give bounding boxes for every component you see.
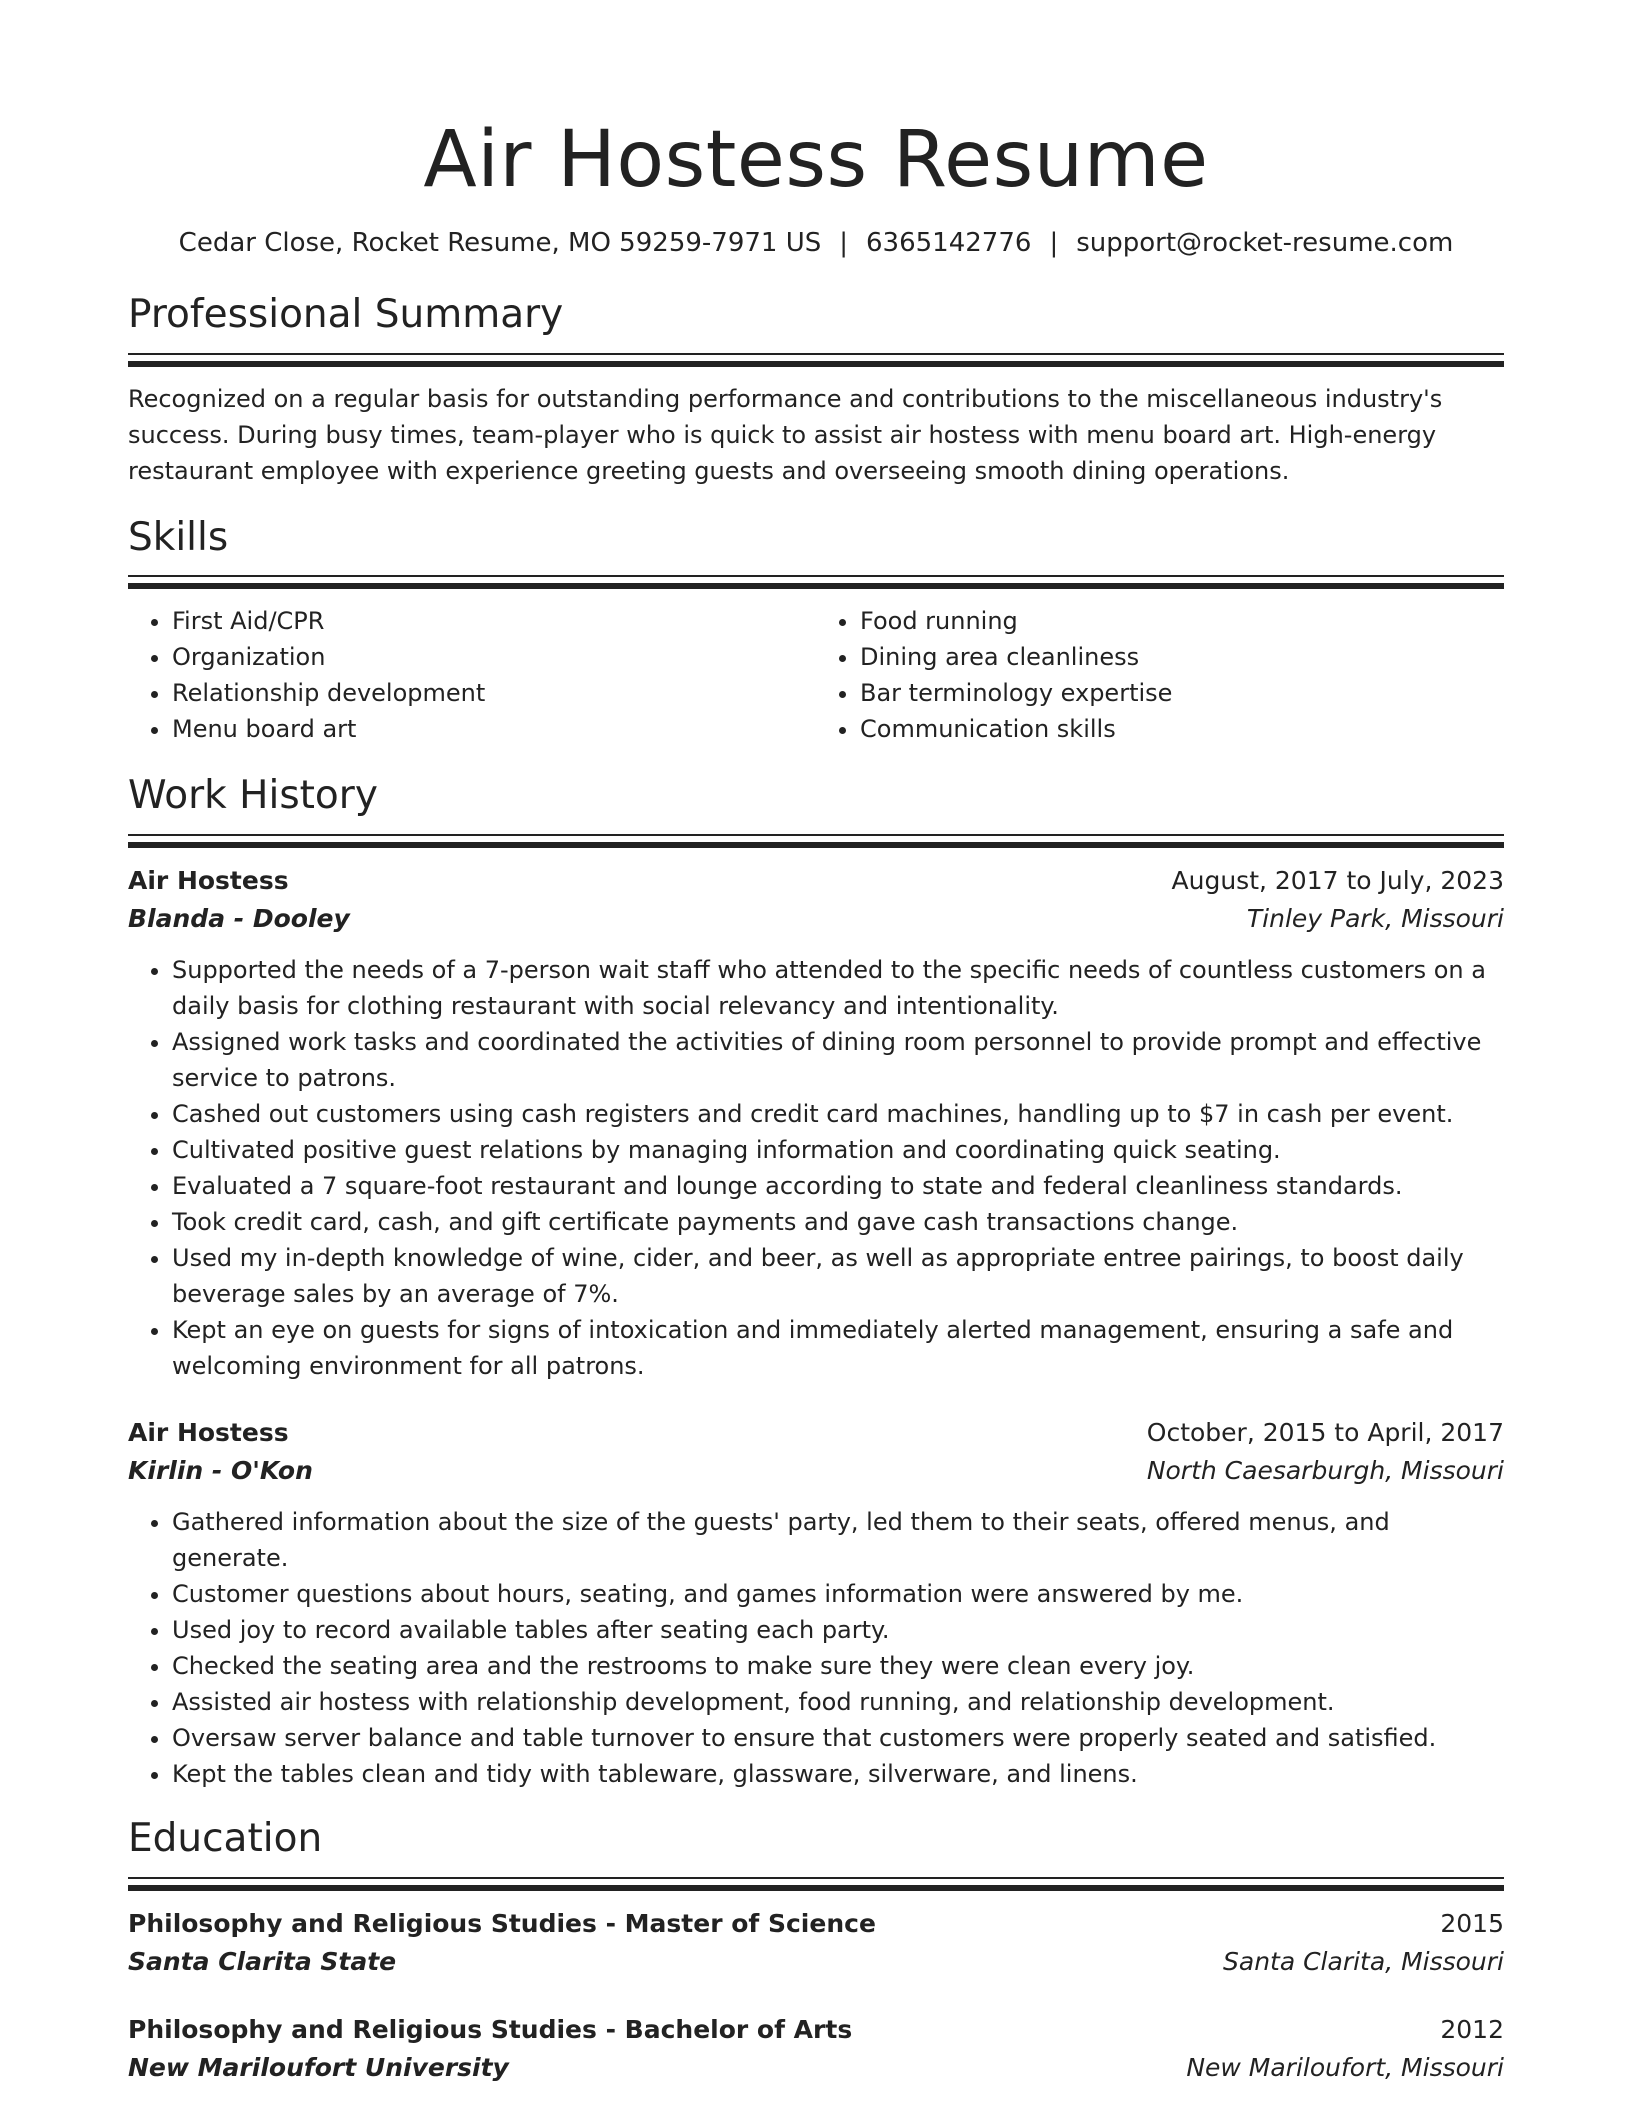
education-year: 2012 <box>1440 2014 1504 2044</box>
summary-text: Recognized on a regular basis for outstanding performance and contributions to the miscellaneous industry's success. During busy times, team-player who is quick to assist air hostess with menu board art. High-energy restaurant employee with experience greeting guests and overseeing smooth dining operations. <box>128 384 1443 485</box>
education-header-row <box>128 1905 1504 1943</box>
job-bullet: • Evaluated a 7 square-foot restaurant and lounge according to state and federal cleanliness standards. <box>172 1168 1504 1204</box>
job-bullet: • Kept the tables clean and tidy with tableware, glassware, silverware, and linens. <box>172 1756 1504 1792</box>
skills-section <box>128 515 1504 748</box>
education-school: New Mariloufort University <box>128 2052 509 2082</box>
section-divider <box>128 353 1504 367</box>
job-bullets <box>128 1504 1504 1792</box>
job-bullet: • Used joy to record available tables after seating each party. <box>172 1612 1504 1648</box>
contact-separator: | <box>1049 227 1059 258</box>
contact-address: Cedar Close, Rocket Resume, MO 59259-7971 US <box>178 227 822 258</box>
education-school: Santa Clarita State <box>128 1946 397 1976</box>
education-school-row <box>128 1943 1504 1981</box>
job-bullet: • Gathered information about the size of the guests' party, led them to their seats, offered menus, and generate. <box>172 1504 1504 1576</box>
job-bullet: • Kept an eye on guests for signs of intoxication and immediately alerted management, ensuring a safe and welcoming environment for all patrons. <box>172 1312 1504 1384</box>
job-bullet: • Checked the seating area and the restrooms to make sure they were clean every joy. <box>172 1648 1504 1684</box>
work-section <box>128 773 1504 1792</box>
education-year: 2015 <box>1440 1908 1504 1938</box>
job-dates: August, 2017 to July, 2023 <box>1171 866 1504 896</box>
job-bullet: • Took credit card, cash, and gift certificate payments and gave cash transactions change. <box>172 1204 1504 1240</box>
job-bullets <box>128 952 1504 1384</box>
contact-separator: | <box>839 227 849 258</box>
section-heading-work: Work History <box>128 773 378 819</box>
job-bullet: • Customer questions about hours, seating, and games information were answered by me. <box>172 1576 1504 1612</box>
job-company: Kirlin - O'Kon <box>128 1456 313 1486</box>
section-divider <box>128 575 1504 589</box>
skills-list-right <box>816 603 1504 747</box>
education-section <box>128 1816 1504 2087</box>
section-divider <box>128 834 1504 848</box>
section-heading-skills: Skills <box>128 514 229 560</box>
skill-item: • Relationship development <box>172 675 816 711</box>
job-bullet: • Cashed out customers using cash registers and credit card machines, handling up to $7 in cash per event. <box>172 1096 1504 1132</box>
job-dates: October, 2015 to April, 2017 <box>1146 1418 1504 1448</box>
job-bullet: • Assigned work tasks and coordinated the activities of dining room personnel to provide prompt and effective service to patrons. <box>172 1024 1504 1096</box>
job-header-row <box>128 862 1504 900</box>
contact-email[interactable]: support@rocket-resume.com <box>1076 227 1454 258</box>
skill-item: • Dining area cleanliness <box>860 639 1504 675</box>
skill-item: • Organization <box>172 639 816 675</box>
skill-item: • Communication skills <box>860 711 1504 747</box>
job-bullet: • Oversaw server balance and table turnover to ensure that customers were properly seated and satisfied. <box>172 1720 1504 1756</box>
job-bullet: • Supported the needs of a 7-person wait staff who attended to the specific needs of countless customers on a daily basis for clothing restaurant with social relevancy and intentionality. <box>172 952 1504 1024</box>
contact-line <box>128 228 1504 258</box>
job-entry <box>128 1414 1504 1792</box>
skill-item: • First Aid/CPR <box>172 603 816 639</box>
education-location: Santa Clarita, Missouri <box>1223 1946 1504 1976</box>
job-company-row <box>128 1452 1504 1490</box>
education-degree: Philosophy and Religious Studies - Master of Science <box>128 1908 876 1938</box>
job-location: North Caesarburgh, Missouri <box>1146 1456 1504 1486</box>
job-title: Air Hostess <box>128 1418 289 1448</box>
contact-phone: 6365142776 <box>866 227 1032 258</box>
job-bullet: • Cultivated positive guest relations by managing information and coordinating quick seating. <box>172 1132 1504 1168</box>
resume-title: Air Hostess Resume <box>423 115 1209 205</box>
education-header-row <box>128 2011 1504 2049</box>
job-location: Tinley Park, Missouri <box>1246 904 1504 934</box>
job-header-row <box>128 1414 1504 1452</box>
job-bullet: • Assisted air hostess with relationship development, food running, and relationship development. <box>172 1684 1504 1720</box>
section-heading-summary: Professional Summary <box>128 291 564 337</box>
education-school-row <box>128 2049 1504 2087</box>
skill-item: • Food running <box>860 603 1504 639</box>
job-entry <box>128 862 1504 1384</box>
education-entry <box>128 1905 1504 1981</box>
section-heading-education: Education <box>128 1816 323 1862</box>
education-degree: Philosophy and Religious Studies - Bachelor of Arts <box>128 2014 853 2044</box>
skill-item: • Menu board art <box>172 711 816 747</box>
skills-columns <box>128 603 1504 747</box>
skill-item: • Bar terminology expertise <box>860 675 1504 711</box>
job-title: Air Hostess <box>128 866 289 896</box>
section-divider <box>128 1877 1504 1891</box>
job-bullet: • Used my in-depth knowledge of wine, cider, and beer, as well as appropriate entree pairings, to boost daily beverage sales by an average of 7%. <box>172 1240 1504 1312</box>
education-location: New Mariloufort, Missouri <box>1186 2052 1504 2082</box>
education-entry <box>128 2011 1504 2087</box>
skills-list-left <box>128 603 816 747</box>
job-company: Blanda - Dooley <box>128 904 350 934</box>
summary-section <box>128 292 1504 489</box>
job-company-row <box>128 900 1504 938</box>
